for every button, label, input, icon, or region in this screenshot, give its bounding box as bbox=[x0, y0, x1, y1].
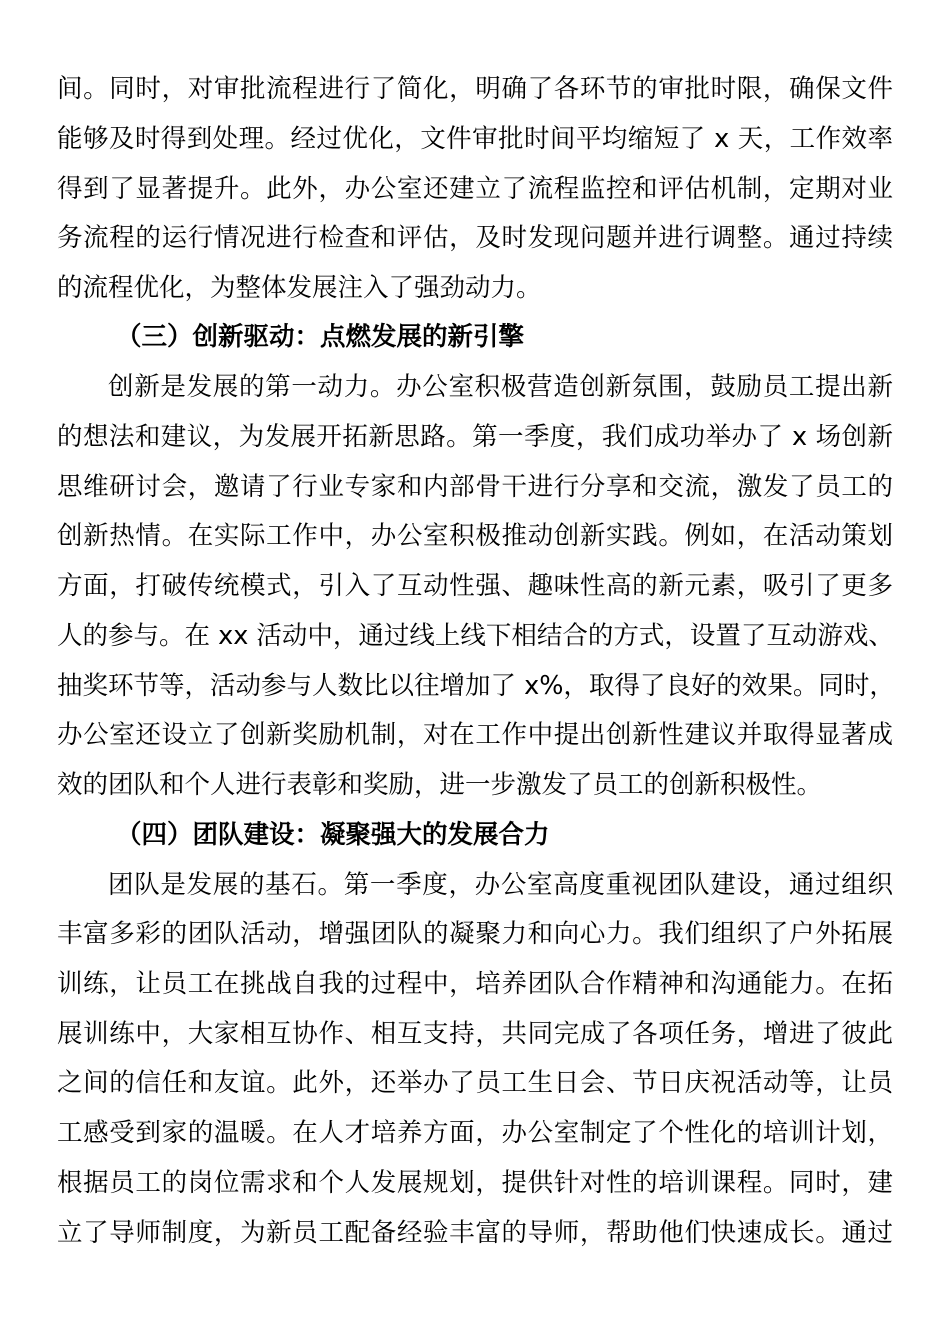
paragraph-line: 能够及时得到处理。经过优化，文件审批时间平均缩短了 x 天，工作效率 bbox=[57, 124, 893, 154]
paragraph-line: 的想法和建议，为发展开拓新思路。第一季度，我们成功举办了 x 场创新 bbox=[57, 422, 893, 452]
paragraph-line: 抽奖环节等，活动参与人数比以往增加了 x%，取得了良好的效果。同时， bbox=[57, 671, 895, 701]
paragraph-line: 根据员工的岗位需求和个人发展规划，提供针对性的培训课程。同时，建 bbox=[57, 1168, 893, 1198]
paragraph-line: 工感受到家的温暖。在人才培养方面，办公室制定了个性化的培训计划， bbox=[57, 1118, 893, 1148]
paragraph-line: 之间的信任和友谊。此外，还举办了员工生日会、节日庆祝活动等，让员 bbox=[57, 1068, 893, 1098]
paragraph-line: 效的团队和个人进行表彰和奖励，进一步激发了员工的创新积极性。 bbox=[57, 770, 823, 800]
paragraph-line: 立了导师制度，为新员工配备经验丰富的导师，帮助他们快速成长。通过 bbox=[57, 1218, 893, 1248]
paragraph-line: 人的参与。在 xx 活动中，通过线上线下相结合的方式，设置了互动游戏、 bbox=[57, 621, 894, 651]
paragraph-line: 丰富多彩的团队活动，增强团队的凝聚力和向心力。我们组织了户外拓展 bbox=[57, 919, 893, 949]
paragraph-line: 间。同时，对审批流程进行了简化，明确了各环节的审批时限，确保文件 bbox=[57, 74, 893, 104]
paragraph-line: 的流程优化，为整体发展注入了强劲动力。 bbox=[57, 273, 542, 303]
paragraph-line: 务流程的运行情况进行检查和评估，及时发现问题并进行调整。通过持续 bbox=[57, 223, 893, 253]
paragraph-line: 创新是发展的第一动力。办公室积极营造创新氛围，鼓励员工提出新 bbox=[108, 372, 893, 402]
paragraph-line: 创新热情。在实际工作中，办公室积极推动创新实践。例如，在活动策划 bbox=[57, 521, 893, 551]
paragraph-line: 团队是发展的基石。第一季度，办公室高度重视团队建设，通过组织 bbox=[108, 870, 893, 900]
paragraph-line: 方面，打破传统模式，引入了互动性强、趣味性高的新元素，吸引了更多 bbox=[57, 571, 893, 601]
section-heading-3: （三）创新驱动：点燃发展的新引擎 bbox=[116, 322, 525, 352]
paragraph-line: 办公室还设立了创新奖励机制，对在工作中提出创新性建议并取得显著成 bbox=[57, 720, 893, 750]
section-heading-4: （四）团队建设：凝聚强大的发展合力 bbox=[116, 820, 550, 850]
paragraph-line: 思维研讨会，邀请了行业专家和内部骨干进行分享和交流，激发了员工的 bbox=[57, 472, 893, 502]
paragraph-line: 展训练中，大家相互协作、相互支持，共同完成了各项任务，增进了彼此 bbox=[57, 1019, 893, 1049]
paragraph-line: 得到了显著提升。此外，办公室还建立了流程监控和评估机制，定期对业 bbox=[57, 174, 893, 204]
paragraph-line: 训练，让员工在挑战自我的过程中，培养团队合作精神和沟通能力。在拓 bbox=[57, 969, 893, 999]
